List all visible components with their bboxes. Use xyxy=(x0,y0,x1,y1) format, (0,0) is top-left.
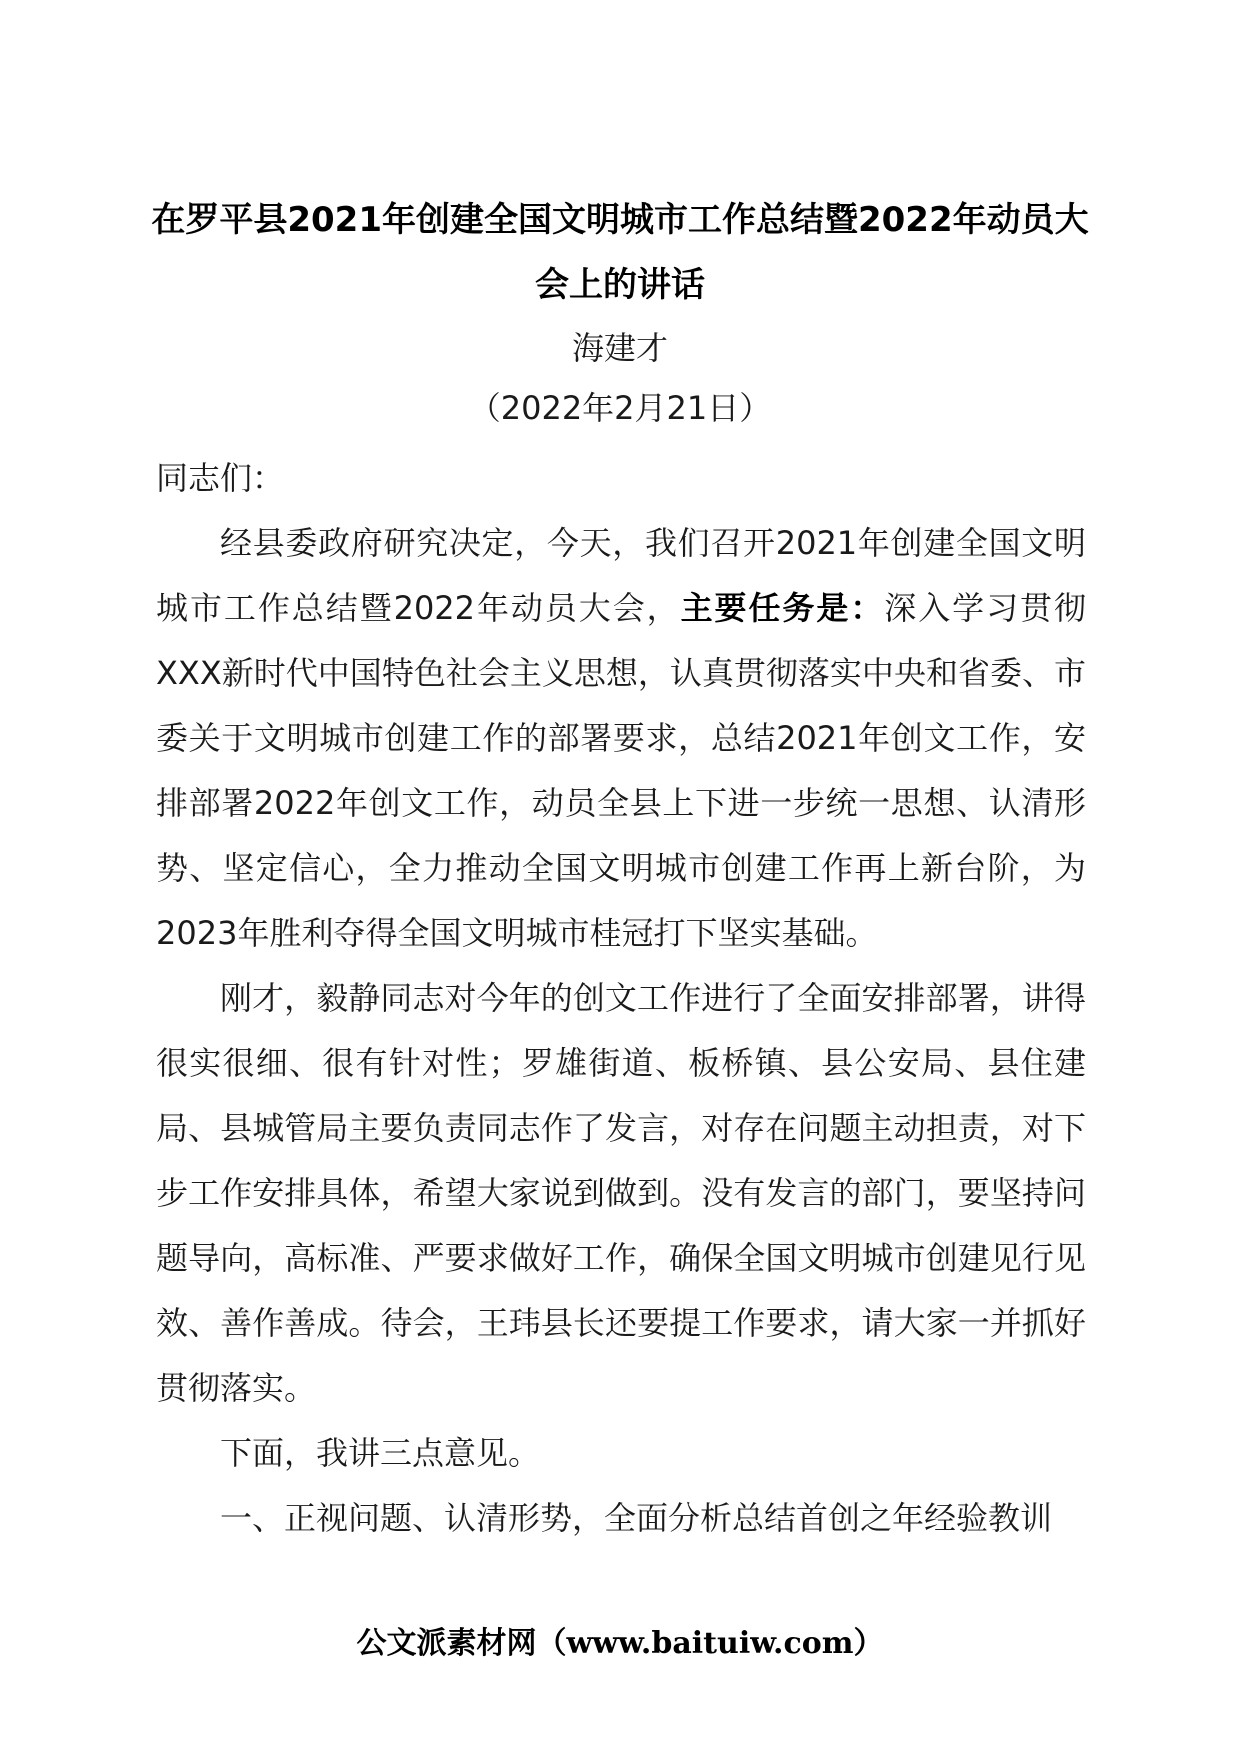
paragraph-2: 刚才，毅静同志对今年的创文工作进行了全面安排部署，讲得很实很细、很有针对性；罗雄街道、板桥镇、县公安局、县住建局、县城管局主要负责同志作了发言，对存在问题主动担责，对下步工作安排具体，希望大家说到做到。没有发言的部门，要坚持问题导向，高标准、严要求做好工作，确保全国文明城市创建见行见效、善作善成。待会，王玮县长还要提工作要求，请大家一并抓好贯彻落实。 xyxy=(156,979,1086,1407)
document-date: （2022年2月21日） xyxy=(468,389,772,427)
document-title: 在罗平县2021年创建全国文明城市工作总结暨2022年动员大会上的讲话 xyxy=(151,200,1089,305)
paragraph-1-rest: 深入学习贯彻XXX新时代中国特色社会主义思想，认真贯彻落实中央和省委、市委关于文明城市创建工作的部署要求，总结2021年创文工作，安排部署2022年创文工作，动员全县上下进一步统一思想、认清形势、坚定信心，全力推动全国文明城市创建工作再上新台阶，为2023年胜利夺得全国文明城市桂冠打下坚实基础。 xyxy=(156,589,1086,952)
paragraph-1 xyxy=(156,511,1086,966)
paragraph-1-bold: 主要任务是： xyxy=(680,589,885,627)
salutation: 同志们： xyxy=(156,459,285,497)
document-body xyxy=(156,446,1086,1551)
paragraph-1-intro: 经县委政府研究决定，今天，我们召开2021年创建全国文明城市工作总结暨2022年动员大会， xyxy=(156,524,1086,627)
paragraph-3: 下面，我讲三点意见。 xyxy=(220,1434,541,1472)
section-heading-1: 一、正视问题、认清形势，全面分析总结首创之年经验教训 xyxy=(220,1499,1053,1537)
footer-watermark: 公文派素材网（www.baituiw.com） xyxy=(356,1626,884,1661)
document-author: 海建才 xyxy=(571,329,668,367)
